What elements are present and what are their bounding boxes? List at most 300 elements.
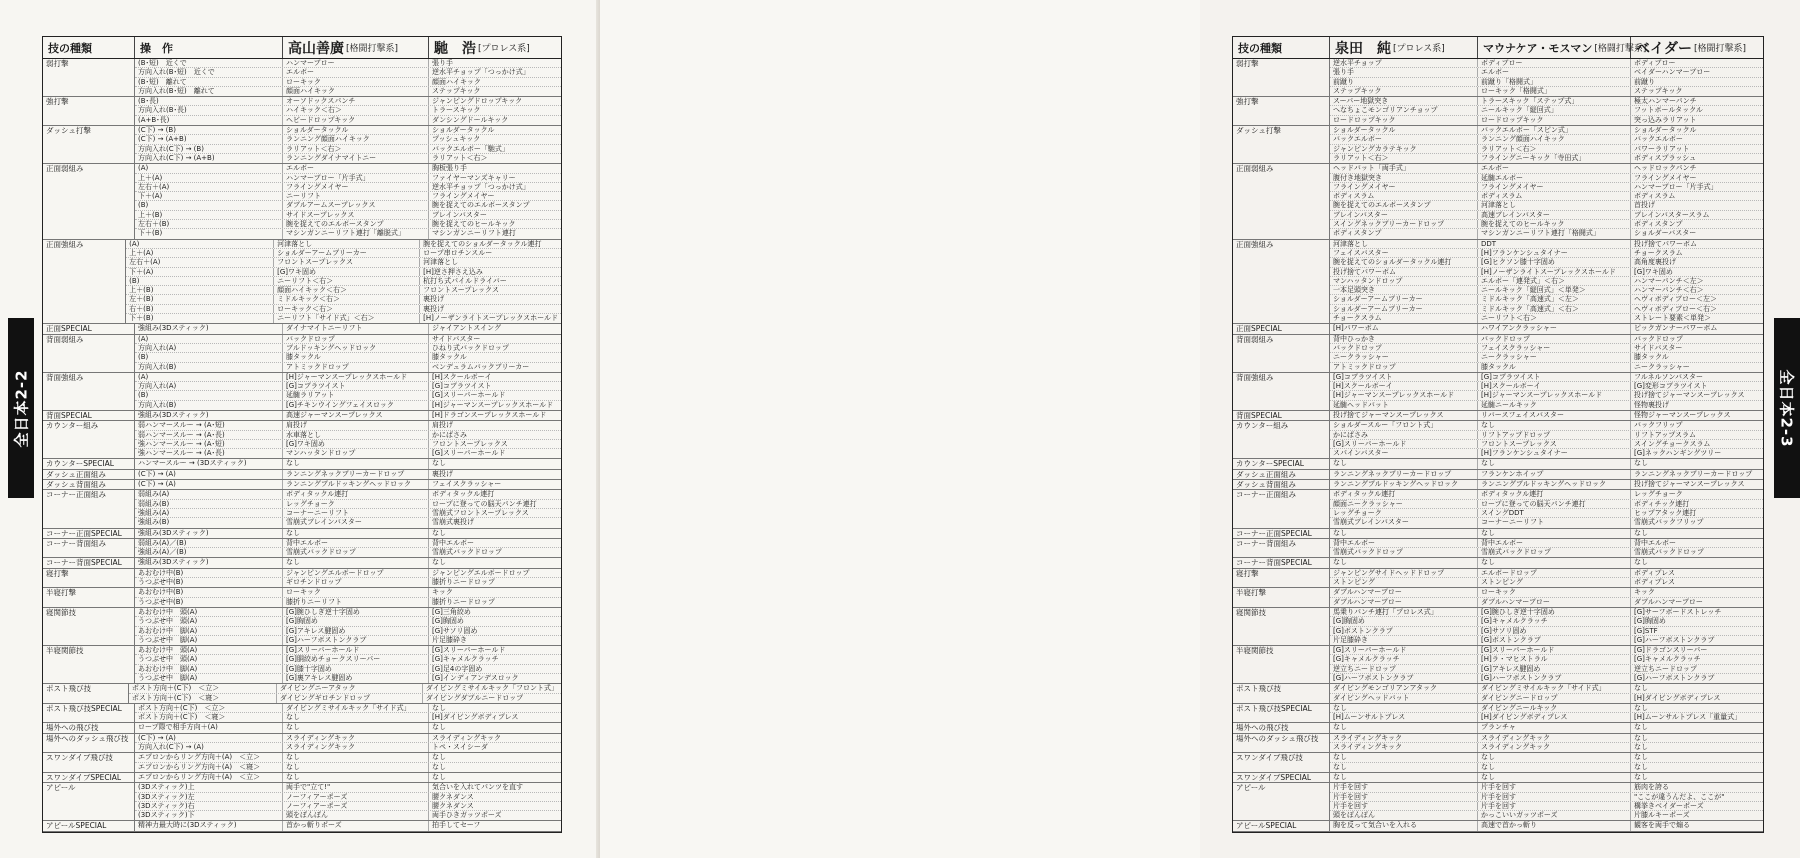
table-cell: [H]パワーボム — [1330, 324, 1478, 333]
table-cell: ステップキック — [432, 86, 481, 95]
table-cell: (C下) → (A) — [135, 470, 283, 479]
move-group — [43, 421, 561, 459]
table-cell: ボディブロー — [1478, 59, 1631, 67]
move-category: カウンター組み — [1233, 421, 1330, 458]
table-cell: バックドロップ — [1478, 335, 1631, 343]
move-category: ダッシュ背面組み — [43, 480, 135, 489]
table-cell: [G]キャメルクラッチ — [1478, 617, 1631, 625]
table-cell: [G]コブラツイスト — [1478, 373, 1631, 381]
table-cell: ヒップアタック連打 — [1634, 508, 1697, 517]
move-group — [43, 335, 561, 373]
table-cell: 弱組み(B) — [135, 500, 283, 508]
table-cell: 腕を捉えてのエルボースタンプ — [283, 220, 429, 228]
move-category: 場外へのダッシュ飛び技 — [43, 734, 135, 753]
table-cell: 両手で"立て!" — [283, 783, 429, 791]
table-cell: 前蹴り「格闘式」 — [1478, 78, 1631, 86]
table-cell: 構挙きベイダーポーズ — [1634, 801, 1704, 810]
table-cell: なし — [1478, 773, 1631, 782]
move-category: 半寝関節技 — [1233, 646, 1330, 683]
table-cell: (B･短) 近くで — [135, 59, 283, 67]
table-cell: フライングメイヤー — [1478, 183, 1631, 191]
table-cell: ダイビングダブルニードロップ — [425, 693, 524, 702]
table-cell: チョークスラム — [1634, 248, 1683, 257]
table-cell: 腕を捉えてのショルダータックル連打 — [423, 239, 542, 248]
move-category: カウンター組み — [43, 421, 135, 458]
table-header — [43, 37, 561, 59]
table-cell: ランニング顔面ハイキック — [1478, 135, 1631, 143]
move-group — [1233, 459, 1763, 469]
table-cell: なし — [432, 703, 446, 712]
table-cell: バックドロップ — [1330, 344, 1478, 352]
table-cell: ニールキック「縦回式」 — [1478, 106, 1631, 114]
table-cell: ハイキック＜右＞ — [283, 106, 429, 114]
table-cell: 膝折りニーリフト — [283, 598, 429, 607]
table-cell: [H]逆さ押さえ込み — [423, 267, 483, 276]
table-cell: ベンデュラムバックブリーカー — [432, 362, 530, 371]
table-row — [135, 509, 561, 518]
table-cell: ダブルハンマーブロー — [1478, 598, 1631, 607]
table-cell: アトミックドロップ — [283, 363, 429, 372]
table-cell: 左右＋(B) — [135, 220, 283, 228]
table-cell: ニークラッシャー — [1478, 353, 1631, 361]
table-cell: [G]チキンウイングフェイスロック — [283, 401, 429, 410]
table-row — [1330, 608, 1763, 617]
table-cell: ショルダースルー「フロント式」 — [1330, 421, 1478, 429]
move-category: コーナー正面組み — [1233, 490, 1330, 527]
table-cell: [G]胸固め — [283, 617, 429, 625]
table-cell: 強組み(3Dスティック) — [135, 529, 283, 538]
move-category: 弱打撃 — [1233, 59, 1330, 96]
move-category: 背面SPECIAL — [43, 411, 135, 420]
move-category: 正面強組み — [1233, 240, 1330, 324]
table-cell: [G]コブラツイスト — [1330, 373, 1478, 381]
table-cell: なし — [432, 459, 446, 468]
table-cell: ピックガンナーパワーボム — [1634, 324, 1718, 333]
wrestler-style: [プロレス系] — [1393, 44, 1445, 54]
table-cell: 強ハンマースルー → (A･短) — [135, 440, 283, 448]
table-cell: (C下) → (A) — [135, 480, 283, 489]
table-cell: 背中エルボー — [1330, 539, 1478, 547]
table-cell: 方向入れ(A) — [135, 344, 283, 352]
table-cell: [H]ノーザンライトスープレックスホールド — [423, 314, 558, 323]
table-row — [1330, 500, 1763, 509]
table-cell: スパインバスター — [1330, 449, 1478, 458]
table-cell: ハンマーブロー「片手式」 — [1634, 182, 1718, 191]
table-cell: 逆立ちニードロップ — [1330, 665, 1478, 673]
table-cell: [H]ダイビングボディプレス — [1634, 693, 1721, 702]
table-cell: ブルドッキングヘッドロック — [283, 344, 429, 352]
table-cell: 背中エルボー — [283, 539, 429, 547]
table-row — [135, 59, 561, 68]
table-row — [1330, 249, 1763, 258]
table-cell: 方向入れ(C下) → (B) — [135, 145, 283, 153]
table-cell: [G]ドラゴンスリーパー — [1634, 646, 1708, 655]
table-cell: 顔面ニークラッシャー — [1330, 500, 1478, 508]
table-cell: [G]スリーパーホールド — [283, 646, 429, 654]
table-row — [1330, 723, 1763, 732]
table-row — [1330, 783, 1763, 792]
wrestler-style: [プロレス系] — [478, 44, 530, 54]
table-row — [1330, 598, 1763, 607]
table-row — [1330, 431, 1763, 440]
table-cell: トペ・スイシーダ — [432, 743, 488, 752]
move-group — [1233, 411, 1763, 421]
table-cell: 雪崩式バックフリップ — [1634, 518, 1704, 527]
table-cell: ジャンピングエルボードロップ — [432, 568, 530, 577]
table-cell: [G]ボストンクラブ — [1478, 636, 1631, 645]
table-cell: [G]胴絞めチョークスリーパー — [283, 655, 429, 663]
table-cell: エルボー — [1478, 164, 1631, 172]
table-cell: [G]三角絞め — [432, 607, 471, 616]
table-cell: 片手を回す — [1330, 783, 1478, 791]
table-row — [135, 87, 561, 96]
table-cell: バックドロップ — [1634, 334, 1683, 343]
table-row — [135, 335, 561, 344]
header-wrestler-3 — [1631, 37, 1763, 58]
move-group — [43, 240, 561, 325]
move-group — [43, 588, 561, 608]
table-cell: ダンシングドールキック — [432, 115, 509, 124]
table-cell: なし — [1330, 773, 1478, 782]
table-cell: ロードロップキック — [1330, 116, 1478, 125]
table-cell: ハワイアンクラッシャー — [1478, 324, 1631, 333]
move-category: ポスト飛び技 — [43, 684, 129, 703]
right-page — [600, 0, 1796, 858]
table-cell: ヘッドバット「両手式」 — [1330, 164, 1478, 172]
table-cell: 強組み(3Dスティック) — [135, 558, 283, 567]
table-row — [135, 229, 561, 238]
table-row — [135, 363, 561, 372]
table-cell: なし — [1478, 529, 1631, 538]
move-group — [43, 821, 561, 831]
table-cell: [G]ワキ固め — [274, 268, 420, 276]
table-cell: ショルダータックル — [283, 126, 429, 134]
table-row — [135, 401, 561, 410]
table-cell: 筋肉を誇る — [1634, 783, 1669, 792]
table-cell: ブレインバスタースラム — [1634, 210, 1710, 219]
table-cell: [G]コブラツイスト — [432, 382, 492, 391]
table-cell: 膝タックル — [1634, 353, 1669, 362]
table-row — [135, 411, 561, 420]
table-row — [135, 97, 561, 106]
table-cell: 頭をぽんぽん — [1330, 811, 1478, 820]
move-group — [1233, 529, 1763, 539]
move-group — [1233, 558, 1763, 568]
table-cell: ヘッドロックパンチ — [1634, 164, 1697, 173]
table-body — [1233, 59, 1763, 832]
table-cell: なし — [283, 763, 429, 772]
table-row — [1330, 617, 1763, 626]
table-cell: チョークスラム — [1330, 314, 1478, 323]
table-cell: スライディングキック — [1478, 743, 1631, 752]
table-cell: ローキック「格闘式」 — [1478, 87, 1631, 96]
left-page — [0, 0, 600, 858]
table-cell: あおむけ中 脚(A) — [135, 665, 283, 673]
table-cell: 極太ハンマーパンチ — [1634, 97, 1697, 106]
move-category: ダッシュ正面組み — [43, 470, 135, 479]
table-cell: (3Dスティック)上 — [135, 783, 283, 791]
table-cell: 胸を反って気合いを入れる — [1330, 821, 1478, 830]
table-row — [126, 286, 561, 295]
table-cell: 下＋(A) — [126, 268, 274, 276]
move-group — [43, 558, 561, 568]
table-row — [135, 627, 561, 636]
table-cell: サイドバスター — [432, 334, 481, 343]
table-row — [1330, 240, 1763, 249]
table-cell: なし — [283, 459, 429, 468]
table-cell: 雪崩式ブレインバスター — [1330, 518, 1478, 527]
table-row — [1330, 793, 1763, 802]
move-category: アピールSPECIAL — [43, 821, 135, 830]
table-row — [135, 674, 561, 683]
table-cell: 精神力最大時に(3Dスティック) — [135, 821, 283, 830]
table-cell: フェイスクラッシャー — [432, 480, 502, 489]
table-cell: なし — [1330, 529, 1478, 538]
table-row — [135, 164, 561, 173]
table-row — [135, 154, 561, 163]
table-row — [135, 763, 561, 772]
table-row — [135, 811, 561, 820]
table-row — [135, 500, 561, 509]
moves-table-right — [1232, 36, 1764, 833]
table-cell: バックエルボー — [1634, 135, 1683, 144]
table-cell: 雪崩式ブレインバスター — [283, 518, 429, 527]
move-category: コーナー背面SPECIAL — [1233, 558, 1330, 567]
table-cell: ダイビングミサイルキック「フロント式」 — [425, 684, 558, 693]
move-category: コーナー背面SPECIAL — [43, 558, 135, 567]
header-wrestler-1 — [283, 37, 429, 58]
table-row — [126, 268, 561, 277]
table-row — [135, 126, 561, 135]
table-row — [1330, 295, 1763, 304]
table-cell: ダブルハンマーブロー — [1634, 597, 1703, 606]
table-cell: なし — [1634, 772, 1648, 781]
table-row — [1330, 135, 1763, 144]
table-cell: ラリアット＜右＞ — [283, 145, 429, 153]
table-cell: [H]ムーンサルトプレス「重量式」 — [1634, 713, 1742, 722]
table-cell: コーナーニーリフト — [283, 509, 429, 517]
table-row — [1330, 578, 1763, 587]
table-cell: [G]サーフボードストレッチ — [1634, 607, 1722, 616]
table-cell: なし — [283, 753, 429, 761]
table-row — [135, 539, 561, 548]
table-cell: 下＋(B) — [135, 229, 283, 238]
table-cell: フェイスバスター — [1330, 249, 1478, 257]
move-group — [43, 569, 561, 589]
table-cell: 延髄ニールキック — [1478, 401, 1631, 410]
table-row — [135, 558, 561, 567]
table-row — [135, 646, 561, 655]
table-cell: うつぶせ中 脚(A) — [135, 674, 283, 683]
table-cell: なし — [1634, 743, 1648, 752]
table-cell: ポスト方向＋(C下) ＜寝＞ — [135, 713, 283, 722]
table-row — [1330, 459, 1763, 468]
table-cell: [G]ハーフボストンクラブ — [283, 636, 429, 645]
move-category: カウンターSPECIAL — [43, 459, 135, 468]
move-group — [1233, 783, 1763, 821]
move-group — [1233, 421, 1763, 459]
table-cell: 方向入れ(B･長) — [135, 106, 283, 114]
table-cell: ヘヴィボディブロー＜右＞ — [1634, 304, 1718, 313]
table-cell: ニーリフト＜右＞ — [1478, 314, 1631, 323]
table-row — [1330, 229, 1763, 238]
table-row — [1330, 480, 1763, 489]
table-row — [1330, 324, 1763, 333]
table-row — [1330, 665, 1763, 674]
table-cell: ダイビングミサイルキック「サイド式」 — [283, 704, 429, 712]
table-cell: 肩投げ — [432, 421, 453, 430]
move-group — [1233, 646, 1763, 684]
table-cell: 拍手してセーフ — [432, 821, 481, 830]
table-row — [135, 578, 561, 587]
table-row — [1330, 811, 1763, 820]
header-wrestler-2 — [1478, 37, 1647, 58]
table-cell: スイングチョークスラム — [1634, 439, 1711, 448]
move-group — [1233, 773, 1763, 783]
table-cell: ハンマーパンチ＜右＞ — [1634, 286, 1704, 295]
table-row — [126, 314, 561, 323]
table-cell: ボディスタンプ — [1330, 229, 1478, 238]
table-row — [1330, 627, 1763, 636]
table-cell: あおむけ中 頭(A) — [135, 646, 283, 654]
table-cell: [G]腕ひしぎ逆十字固め — [1478, 608, 1631, 616]
chapter-tab-label: 全日本2-2 — [12, 368, 31, 448]
table-cell: [G]サソリ固め — [432, 626, 478, 635]
table-cell: ストレート要素＜単発＞ — [1634, 314, 1711, 323]
move-group — [1233, 753, 1763, 773]
move-category: スワンダイブ飛び技 — [1233, 753, 1330, 772]
table-cell: ブレインバスター — [1330, 211, 1478, 219]
table-cell: 腕を捉えてのヒールキック — [432, 220, 516, 229]
table-cell: 下＋(B) — [126, 314, 274, 323]
table-cell: あおむけ中(B) — [135, 569, 283, 577]
table-cell: 雪崩式バックドロップ — [1478, 548, 1631, 557]
table-cell: 前蹴り — [1330, 78, 1478, 86]
move-category: 半寝関節技 — [43, 646, 135, 683]
table-row — [1330, 674, 1763, 683]
table-row — [1330, 174, 1763, 183]
table-cell: レッグチョーク — [1634, 490, 1683, 499]
table-cell: 下＋(A) — [135, 192, 283, 200]
table-cell: 弱組み(A) — [135, 490, 283, 498]
table-cell: [G]スリーパーホールド — [432, 449, 506, 458]
table-cell: エルボー「連発式」＜右＞ — [1478, 277, 1631, 285]
table-cell: 上＋(A) — [135, 174, 283, 182]
table-row — [135, 382, 561, 391]
move-group — [43, 59, 561, 97]
table-row — [135, 743, 561, 752]
table-row — [1330, 268, 1763, 277]
table-row — [135, 211, 561, 220]
table-cell: 高速ジャーマンスープレックス — [283, 411, 429, 420]
table-cell: ランニングブルドッキングヘッドロック — [1330, 480, 1478, 489]
table-row — [1330, 391, 1763, 400]
table-cell: ラリアット＜右＞ — [1330, 154, 1478, 163]
move-group — [1233, 588, 1763, 608]
table-cell: うつぶせ中(B) — [135, 578, 283, 587]
table-cell: (A) — [126, 240, 274, 248]
table-cell: ハンマースルー → (3Dスティック) — [135, 459, 283, 468]
table-cell: 首投げ — [1634, 201, 1655, 210]
wrestler-style: [格闘打撃系] — [346, 44, 399, 54]
table-row — [1330, 116, 1763, 125]
table-row — [135, 480, 561, 489]
table-cell: エルボー — [1478, 68, 1631, 76]
move-group — [43, 753, 561, 773]
table-cell: あおむけ中(B) — [135, 588, 283, 596]
table-cell: ハンマーパンチ＜左＞ — [1634, 276, 1704, 285]
table-cell: [G]スリーパーホールド — [1478, 646, 1631, 654]
move-group — [1233, 608, 1763, 646]
move-category: スワンダイブSPECIAL — [43, 773, 135, 782]
table-cell: なし — [283, 529, 429, 538]
table-cell: ポスト方向＋(C下) ＜立＞ — [135, 704, 283, 712]
table-cell: 投げ捨てジャーマンスープレックス — [1634, 391, 1745, 400]
table-row — [126, 258, 561, 267]
table-row — [126, 295, 561, 304]
table-row — [135, 440, 561, 449]
table-cell: ニーリフト「サイド式」＜右＞ — [274, 314, 420, 323]
table-cell: [G]スリーパーホールド — [432, 391, 506, 400]
move-group — [43, 373, 561, 411]
table-cell: なし — [432, 772, 446, 781]
table-cell: かにばさみ — [432, 430, 467, 439]
table-cell: 投げ捨てパワーボム — [1634, 239, 1697, 248]
table-cell: [G]インディアンデスロック — [432, 674, 519, 682]
table-row — [135, 470, 561, 479]
table-cell: エプロンからリング方向＋(A) ＜立＞ — [135, 773, 283, 782]
table-row — [135, 713, 561, 722]
table-cell: ボディタックル連打 — [432, 490, 495, 499]
table-cell: 方向入れ(B) — [135, 363, 283, 372]
table-cell: 怪物裏投げ — [1634, 400, 1669, 409]
table-cell: スライディングキック — [283, 743, 429, 752]
table-cell: [G]キャメルクラッチ — [432, 655, 499, 664]
move-group — [43, 411, 561, 421]
table-cell: 強組み(A) — [135, 509, 283, 517]
table-row — [1330, 518, 1763, 527]
move-group — [43, 490, 561, 528]
table-row — [135, 174, 561, 183]
table-cell: 強ハンマースルー → (A･長) — [135, 449, 283, 458]
table-cell: プランチャ — [1478, 723, 1631, 732]
table-cell: 張り手 — [1330, 68, 1478, 76]
table-cell: バックエルボー「馳式」 — [432, 144, 509, 153]
move-category: ダッシュ正面組み — [1233, 470, 1330, 479]
table-row — [1330, 126, 1763, 135]
table-cell: ダブルハンマーブロー — [1330, 598, 1478, 607]
table-cell: 片手を回す — [1330, 793, 1478, 801]
table-cell: ランニングブルドッキングヘッドロック — [1478, 480, 1631, 489]
table-cell: (B) — [126, 277, 274, 285]
table-cell: ボディプレス — [1634, 578, 1675, 587]
table-row — [135, 598, 561, 607]
table-cell: ストンピング — [1330, 578, 1478, 587]
table-cell: (B) — [135, 201, 283, 209]
table-cell: [G]腕ひしぎ逆十字固め — [283, 608, 429, 616]
wrestler-style: [格闘打撃系] — [1694, 44, 1747, 54]
table-cell: ローキック＜右＞ — [274, 305, 420, 313]
move-category: 強打撃 — [1233, 97, 1330, 125]
table-cell: ハンマーブロー「片手式」 — [283, 174, 429, 182]
table-cell: [G]変形コブラツイスト — [1634, 382, 1708, 391]
table-row — [1330, 753, 1763, 762]
table-cell: マシンガンニーリフト連打「離脱式」 — [283, 229, 429, 238]
table-cell: ミドルキック「高速式」＜右＞ — [1478, 305, 1631, 313]
table-cell: フェイスクラッシャー — [1478, 344, 1631, 352]
table-row — [135, 373, 561, 382]
table-row — [1330, 382, 1763, 391]
